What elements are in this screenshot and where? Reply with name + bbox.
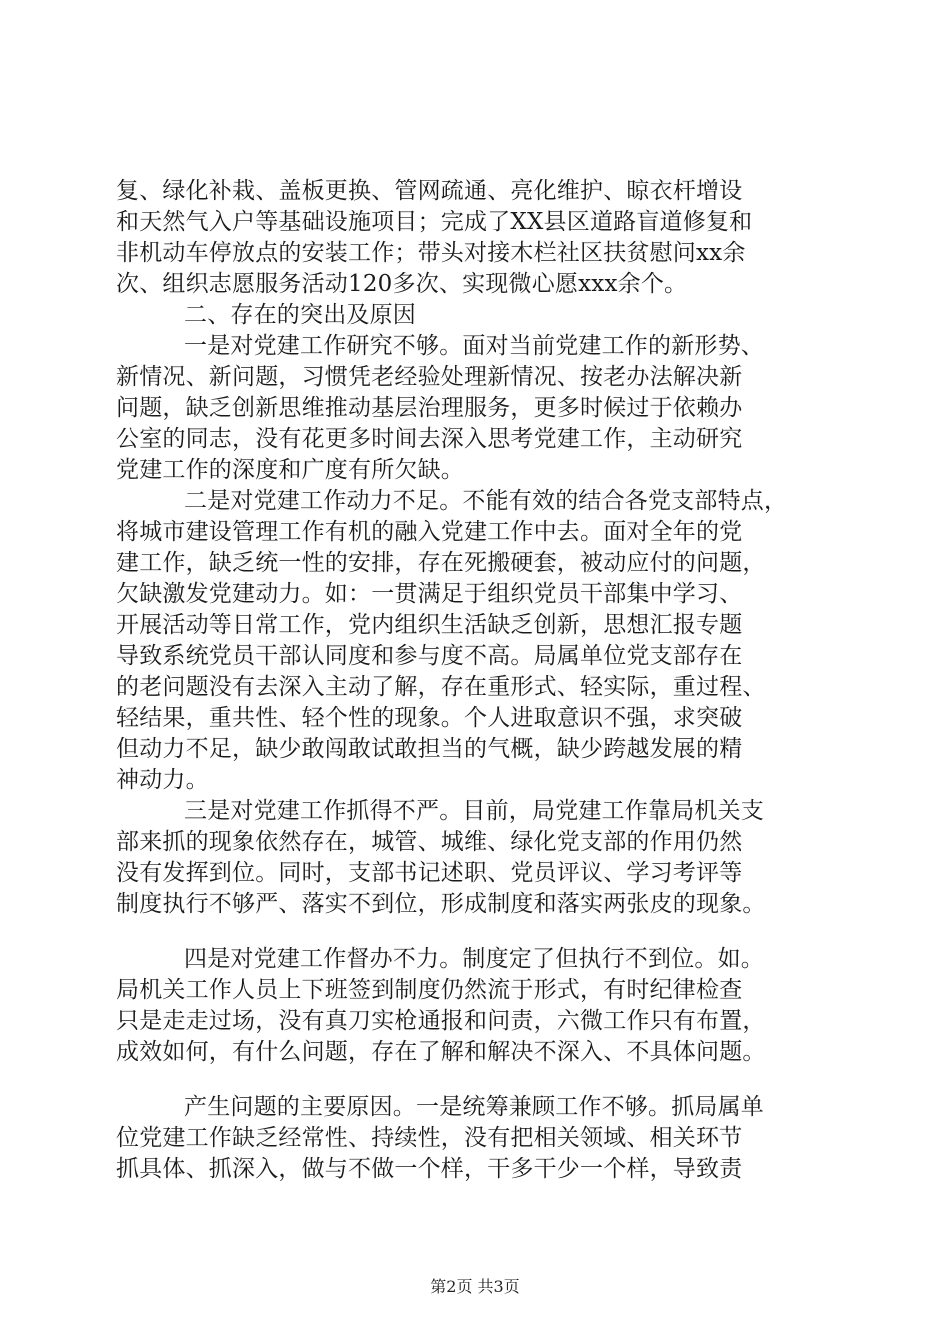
text-line: 二是对党建工作动力不足。不能有效的结合各党支部特点， [184, 488, 788, 514]
text-line: 次、组织志愿服务活动120多次、实现微心愿xxx余个。 [116, 271, 688, 297]
paragraph-spacer [116, 920, 842, 944]
text-line: 公室的同志，没有花更多时间去深入思考党建工作，主动研究 [116, 426, 743, 452]
text-line: 新情况、新问题，习惯凭老经验处理新情况、按老办法解决新 [116, 364, 743, 390]
text-line: 党建工作的深度和广度有所欠缺。 [116, 457, 464, 483]
text-line: 只是走走过场，没有真刀实枪通报和问责，六微工作只有布置， [116, 1008, 766, 1034]
text-line: 将城市建设管理工作有机的融入党建工作中去。面对全年的党 [116, 519, 743, 545]
text-line: 四是对党建工作督办不力。制度定了但执行不到位。如。 [184, 946, 764, 972]
page-footer [0, 1277, 950, 1297]
text-line: 轻结果，重共性、轻个性的现象。个人进取意识不强，求突破 [116, 705, 743, 731]
text-line: 非机动车停放点的安装工作；带头对接木栏社区扶贫慰问xx余 [116, 240, 746, 266]
text-line: 开展活动等日常工作，党内组织生活缺乏创新，思想汇报专题 [116, 612, 743, 638]
paragraph-spacer [116, 1068, 842, 1092]
document-body [116, 176, 842, 1185]
text-line: 产生问题的主要原因。一是统筹兼顾工作不够。抓局属单 [184, 1094, 764, 1120]
text-line: 问题，缺乏创新思维推动基层治理服务，更多时候过于依赖办 [116, 395, 743, 421]
text-line: 但动力不足，缺少敢闯敢试敢担当的气概，缺少跨越发展的精 [116, 736, 743, 762]
text-line: 的老问题没有去深入主动了解，存在重形式、轻实际，重过程、 [116, 674, 766, 700]
text-line: 和天然气入户等基础设施项目；完成了XX县区道路盲道修复和 [116, 209, 753, 235]
text-line: 神动力。 [116, 767, 209, 793]
text-line: 导致系统党员干部认同度和参与度不高。局属单位党支部存在 [116, 643, 743, 669]
text-line: 建工作，缺乏统一性的安排，存在死搬硬套，被动应付的问题， [116, 550, 766, 576]
text-line: 部来抓的现象依然存在，城管、城维、绿化党支部的作用仍然 [116, 829, 743, 855]
text-line: 一是对党建工作研究不够。面对当前党建工作的新形势、 [184, 333, 764, 359]
text-line: 局机关工作人员上下班签到制度仍然流于形式，有时纪律检查 [116, 977, 743, 1003]
text-line: 位党建工作缺乏经常性、持续性，没有把相关领域、相关环节 [116, 1125, 743, 1151]
section-heading: 二、存在的突出及原因 [184, 302, 416, 328]
text-line: 复、绿化补栽、盖板更换、管网疏通、亮化维护、晾衣杆增设 [116, 178, 743, 204]
text-line: 欠缺激发党建动力。如：一贯满足于组织党员干部集中学习、 [116, 581, 743, 607]
text-line: 三是对党建工作抓得不严。目前，局党建工作靠局机关支 [184, 798, 764, 824]
text-line: 抓具体、抓深入，做与不做一个样，干多干少一个样，导致责 [116, 1156, 743, 1182]
text-line: 制度执行不够严、落实不到位，形成制度和落实两张皮的现象。 [116, 891, 766, 917]
text-line: 没有发挥到位。同时，支部书记述职、党员评议、学习考评等 [116, 860, 743, 886]
text-line: 成效如何，有什么问题，存在了解和解决不深入、不具体问题。 [116, 1039, 766, 1065]
page-number-label: 第2页 共3页 [430, 1277, 520, 1296]
